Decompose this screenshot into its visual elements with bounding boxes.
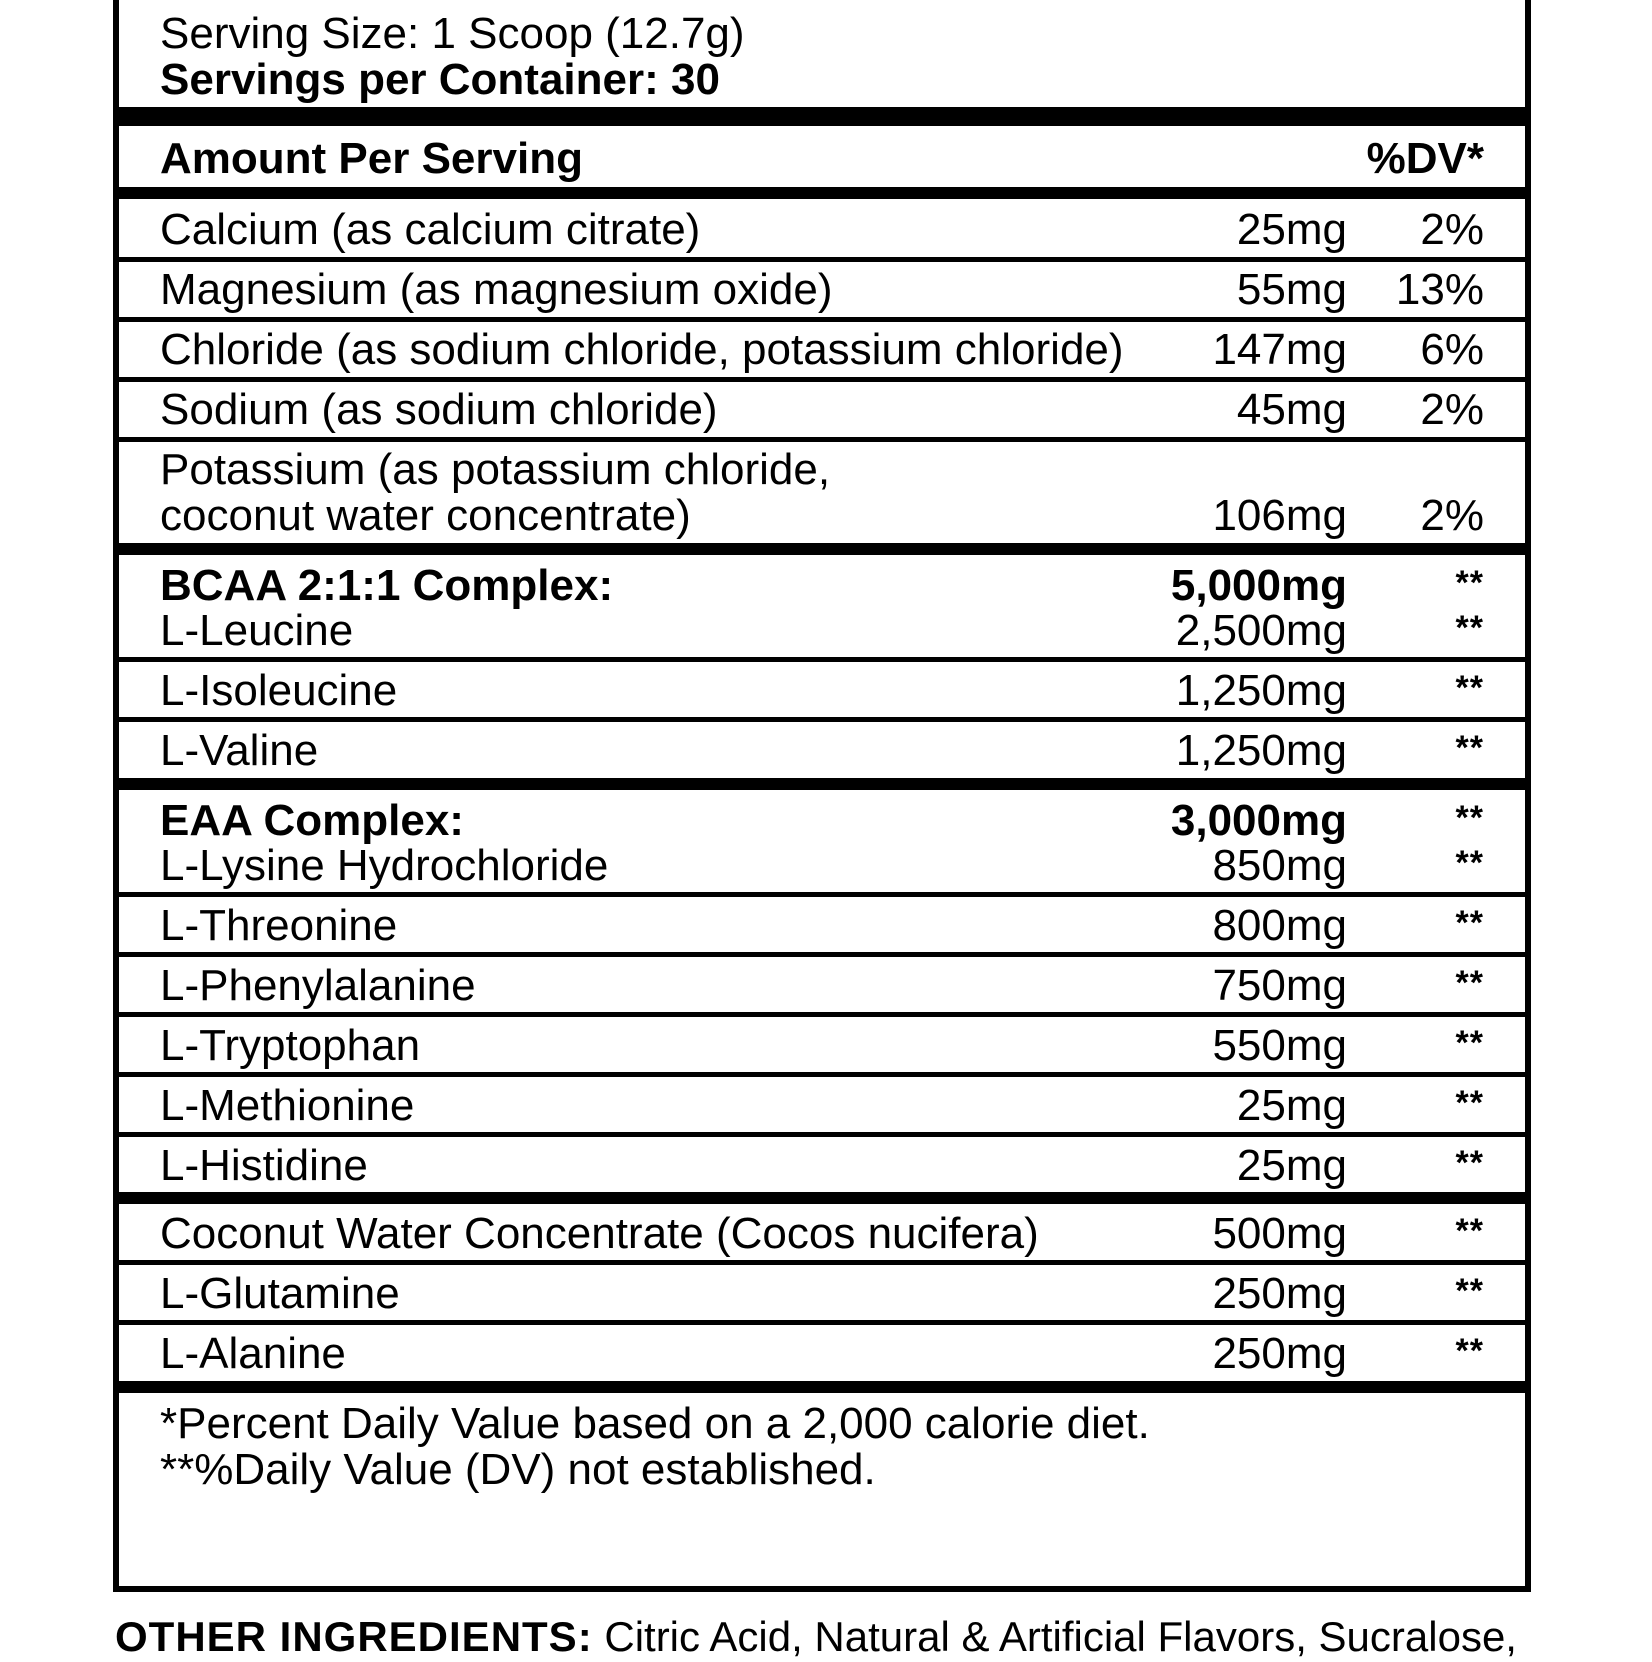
ingredient-name: L-Tryptophan xyxy=(160,1021,421,1070)
ingredient-name: L-Valine xyxy=(160,726,319,775)
row-divider xyxy=(113,657,1531,662)
mineral-dv: 2% xyxy=(1420,205,1484,254)
eaa-title: EAA Complex: xyxy=(160,796,464,845)
ingredient-dv: ** xyxy=(1455,844,1484,882)
mineral-dv: 6% xyxy=(1420,325,1484,374)
ingredient-amount: 2,500mg xyxy=(1175,606,1347,655)
mineral-name-line2: coconut water concentrate) xyxy=(160,491,691,540)
ingredient-amount: 1,250mg xyxy=(1175,666,1347,715)
ingredient-amount: 25mg xyxy=(1236,1081,1347,1130)
ingredient-dv: ** xyxy=(1455,904,1484,942)
row-divider xyxy=(113,437,1531,442)
ingredient-name: L-Glutamine xyxy=(160,1269,400,1318)
dv-heading: %DV* xyxy=(1366,134,1484,183)
mineral-dv: 13% xyxy=(1395,265,1484,314)
ingredient-name: L-Isoleucine xyxy=(160,666,398,715)
thick-divider xyxy=(113,107,1531,126)
ingredient-amount: 250mg xyxy=(1212,1329,1347,1378)
footnote-dv-not-established: **%Daily Value (DV) not established. xyxy=(160,1445,876,1494)
ingredient-name: L-Phenylalanine xyxy=(160,961,476,1010)
mineral-name: Magnesium (as magnesium oxide) xyxy=(160,265,833,314)
mineral-dv: 2% xyxy=(1420,385,1484,434)
servings-per-container: Servings per Container: 30 xyxy=(160,55,720,104)
other-ingredients-label: OTHER INGREDIENTS: xyxy=(115,1613,593,1660)
ingredient-amount: 800mg xyxy=(1212,901,1347,950)
ingredient-dv: ** xyxy=(1455,1144,1484,1182)
row-divider xyxy=(113,317,1531,322)
ingredient-dv: ** xyxy=(1455,1024,1484,1062)
mineral-name: Sodium (as sodium chloride) xyxy=(160,385,718,434)
row-divider xyxy=(113,1132,1531,1137)
row-divider xyxy=(113,717,1531,722)
bcaa-title: BCAA 2:1:1 Complex: xyxy=(160,561,614,610)
mineral-amount: 147mg xyxy=(1212,325,1347,374)
other-ingredients-text: Citric Acid, Natural & Artificial Flavors, Sucralose, xyxy=(604,1613,1517,1660)
serving-size: Serving Size: 1 Scoop (12.7g) xyxy=(160,9,745,58)
mineral-dv: 2% xyxy=(1420,491,1484,540)
ingredient-dv: ** xyxy=(1455,1332,1484,1370)
ingredient-amount: 500mg xyxy=(1212,1209,1347,1258)
row-divider xyxy=(113,257,1531,262)
footnote-dv: *Percent Daily Value based on a 2,000 calorie diet. xyxy=(160,1399,1150,1448)
ingredient-amount: 1,250mg xyxy=(1175,726,1347,775)
medium-divider xyxy=(113,778,1531,790)
eaa-dv: ** xyxy=(1455,799,1484,837)
other-ingredients xyxy=(115,1612,1517,1662)
ingredient-dv: ** xyxy=(1455,1272,1484,1310)
ingredient-name: L-Lysine Hydrochloride xyxy=(160,841,609,890)
ingredient-dv: ** xyxy=(1455,609,1484,647)
mineral-amount: 25mg xyxy=(1236,205,1347,254)
bcaa-dv: ** xyxy=(1455,564,1484,602)
mineral-name-line1: Potassium (as potassium chloride, xyxy=(160,445,831,494)
row-divider xyxy=(113,1072,1531,1077)
ingredient-dv: ** xyxy=(1455,1212,1484,1250)
ingredient-amount: 250mg xyxy=(1212,1269,1347,1318)
ingredient-dv: ** xyxy=(1455,669,1484,707)
mineral-name: Chloride (as sodium chloride, potassium chloride) xyxy=(160,325,1124,374)
ingredient-dv: ** xyxy=(1455,1084,1484,1122)
ingredient-amount: 25mg xyxy=(1236,1141,1347,1190)
mineral-amount: 45mg xyxy=(1236,385,1347,434)
ingredient-name: L-Methionine xyxy=(160,1081,415,1130)
row-divider xyxy=(113,377,1531,382)
row-divider xyxy=(113,892,1531,897)
row-divider xyxy=(113,1320,1531,1325)
ingredient-amount: 550mg xyxy=(1212,1021,1347,1070)
mineral-amount: 106mg xyxy=(1212,491,1347,540)
ingredient-dv: ** xyxy=(1455,729,1484,767)
medium-divider xyxy=(113,1381,1531,1393)
ingredient-name: L-Threonine xyxy=(160,901,398,950)
ingredient-amount: 850mg xyxy=(1212,841,1347,890)
ingredient-name: Coconut Water Concentrate (Cocos nucifera) xyxy=(160,1209,1039,1258)
ingredient-name: L-Leucine xyxy=(160,606,354,655)
amount-per-serving-heading: Amount Per Serving xyxy=(160,134,583,183)
eaa-amount: 3,000mg xyxy=(1170,796,1347,845)
medium-divider xyxy=(113,187,1531,199)
ingredient-name: L-Alanine xyxy=(160,1329,346,1378)
mineral-amount: 55mg xyxy=(1236,265,1347,314)
mineral-name: Calcium (as calcium citrate) xyxy=(160,205,701,254)
row-divider xyxy=(113,1260,1531,1265)
bcaa-amount: 5,000mg xyxy=(1170,561,1347,610)
row-divider xyxy=(113,1012,1531,1017)
medium-divider xyxy=(113,1192,1531,1204)
ingredient-name: L-Histidine xyxy=(160,1141,368,1190)
row-divider xyxy=(113,952,1531,957)
ingredient-amount: 750mg xyxy=(1212,961,1347,1010)
medium-divider xyxy=(113,543,1531,555)
ingredient-dv: ** xyxy=(1455,964,1484,1002)
